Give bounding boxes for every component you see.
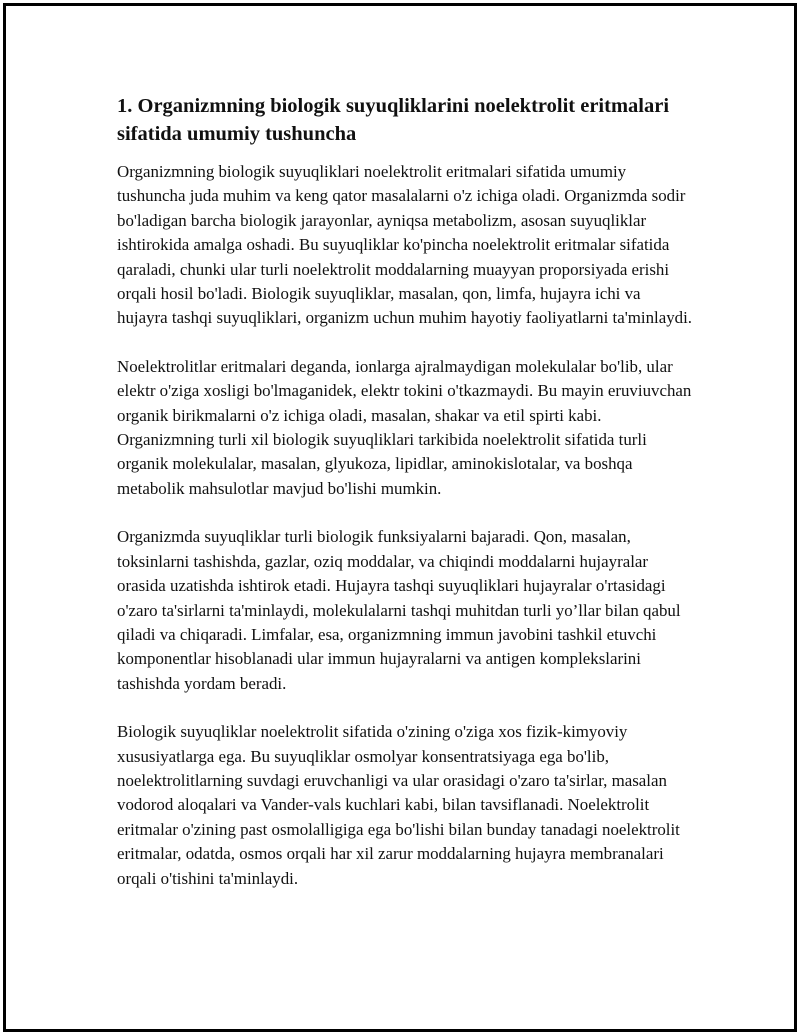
- section-heading: 1. Organizmning biologik suyuqliklarini noelektrolit eritmalari sifatida umumiy tushuncha: [117, 95, 670, 145]
- paragraph-2: Noelektrolitlar eritmalari deganda, ionlarga ajralmaydigan molekulalar bo'lib, ular elektr o'ziga xosligi bo'lmaganidek, elektr tokini o'tkazmaydi. Bu mayin eruviuvchan organik birikmalarni o'z ichiga oladi, masalan, shakar va etil spirti kabi. Organizmning turli xil biologik suyuqliklari tarkibida noelektrolit sifatida turli organik molekulalar, masalan, glyukoza, lipidlar, aminokislotalar, va boshqa metabolik mahsulotlar mavjud bo'lishi mumkin.: [117, 356, 692, 498]
- paragraph-3: Organizmda suyuqliklar turli biologik funksiyalarni bajaradi. Qon, masalan, toksinlarni tashishda, gazlar, oziq moddalar, va chiqindi moddalarni hujayralar orasida uzatishda ishtirok etadi. Hujayra tashqi suyuqliklari hujayralar o'rtasidagi o'zaro ta'sirlarni ta'minlaydi, molekulalarni tashqi muhitdan turli yo’llar bilan qabul qiladi va chiqaradi. Limfalar, esa, organizmning immun javobini tashkil etuvchi komponentlar hisoblanadi ular immun hujayralarni va antigen komplekslarini tashishda yordam beradi.: [117, 527, 681, 693]
- paragraph-1: Organizmning biologik suyuqliklari noelektrolit eritmalari sifatida umumiy tushuncha juda muhim va keng qator masalalarni o'z ichiga oladi. Organizmda sodir bo'ladigan barcha biologik jarayonlar, ayniqsa metabolizm, asosan suyuqliklar ishtirokida amalga oshadi. Bu suyuqliklar ko'pincha noelektrolit eritmalar sifatida qaraladi, chunki ular turli noelektrolit moddalarning muayyan proporsiyada erishi orqali hosil bo'ladi. Biologik suyuqliklar, masalan, qon, limfa, hujayra ichi va hujayra tashqi suyuqliklari, organizm uchun muhim hayotiy faoliyatlarni ta'minlaydi.: [117, 162, 693, 328]
- document-body: [117, 92, 692, 915]
- paragraph-4: Biologik suyuqliklar noelektrolit sifatida o'zining o'ziga xos fizik-kimyoviy xususiyatlarga ega. Bu suyuqliklar osmolyar konsentratsiyaga ega bo'lib, noelektrolitlarning suvdagi eruvchanligi va ular orasidagi o'zaro ta'sirlar, masalan vodorod aloqalari va Vander-vals kuchlari kabi, bilan tavsiflanadi. Noelektrolit eritmalar o'zining past osmolalligiga ega bo'lishi bilan bunday tanadagi noelektrolit eritmalar, odatda, osmos orqali har xil zarur moddalarning hujayra membranalari orqali o'tishini ta'minlaydi.: [117, 722, 680, 888]
